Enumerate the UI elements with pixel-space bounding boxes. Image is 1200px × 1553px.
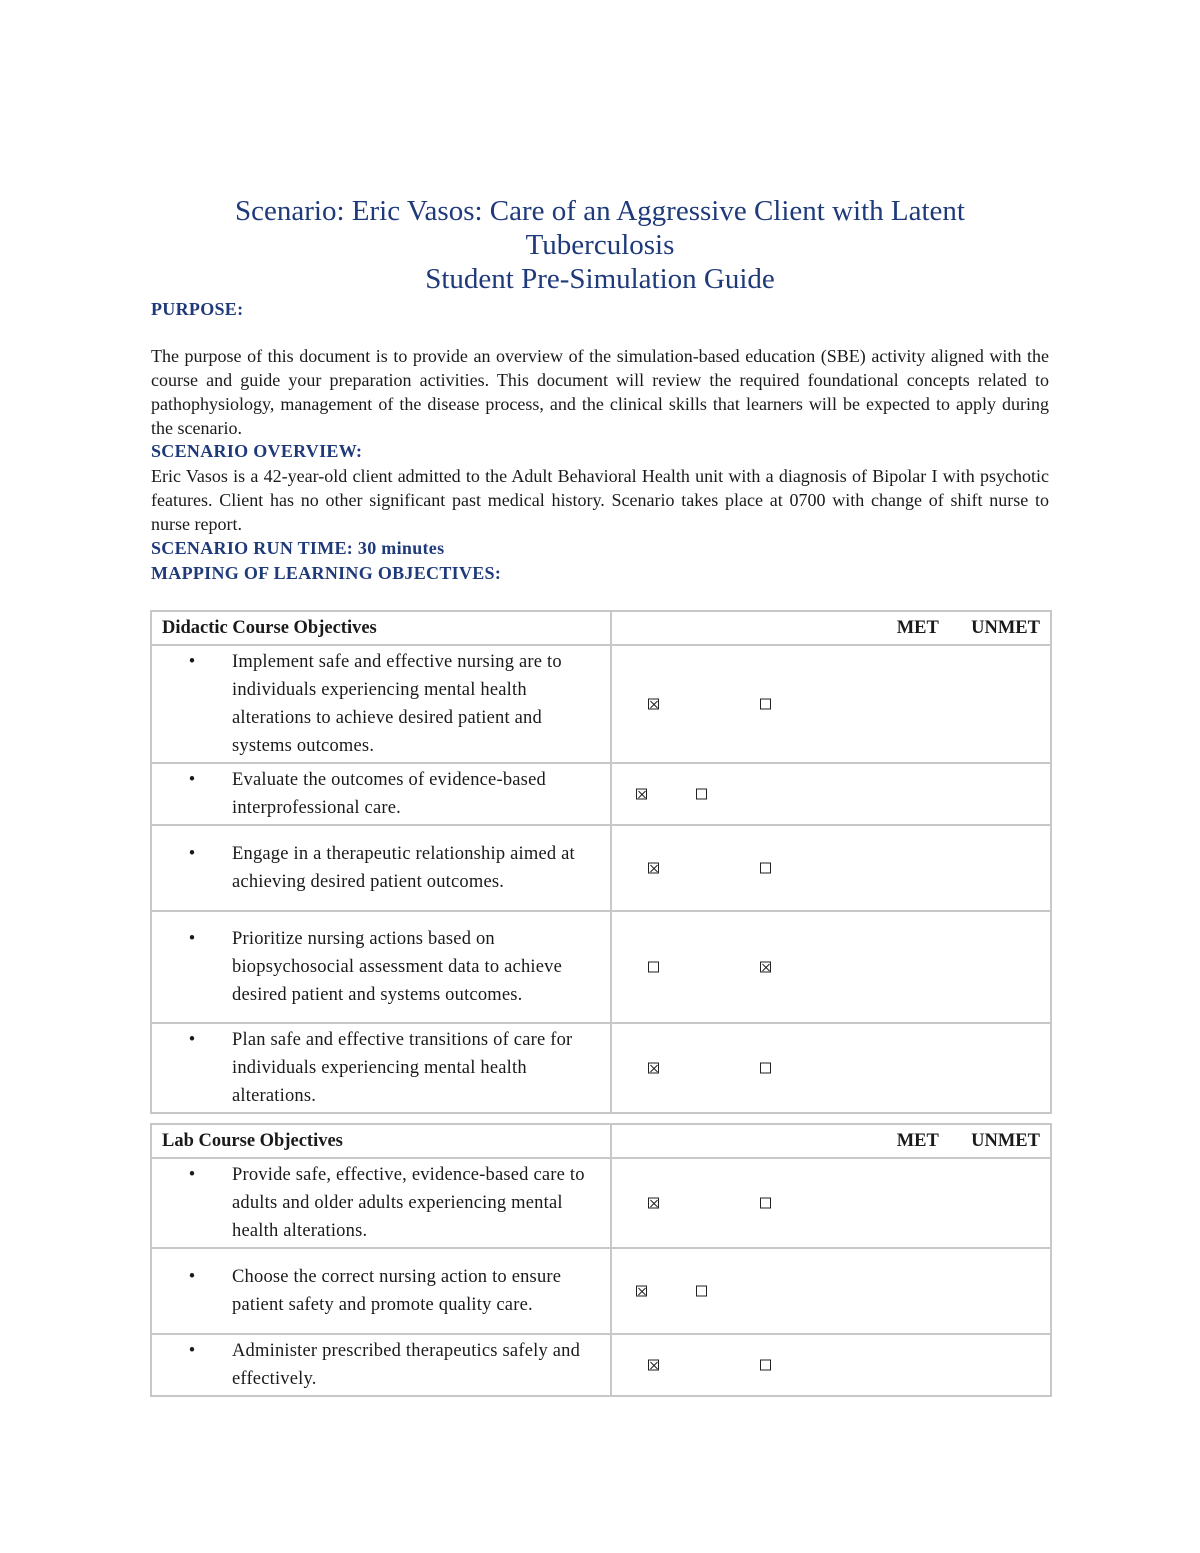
objective-text: Engage in a therapeutic relationship aimed at achieving desired patient outcomes.	[232, 844, 575, 892]
title-line-1: Scenario: Eric Vasos: Care of an Aggressive Client with Latent	[235, 195, 965, 227]
bullet: •	[188, 929, 196, 949]
objective-text: Evaluate the outcomes of evidence-based interprofessional care.	[232, 770, 546, 818]
table-row	[151, 1158, 1051, 1248]
objective-text: Choose the correct nursing action to ensure patient safety and promote quality care.	[232, 1267, 562, 1315]
objective-text: Administer prescribed therapeutics safely and effectively.	[232, 1341, 581, 1389]
met-label: MET	[896, 1130, 939, 1151]
unmet-label: UNMET	[971, 617, 1040, 638]
lab-objectives-table	[150, 1123, 1052, 1397]
met-unmet-header	[611, 1124, 1051, 1158]
purpose-heading: PURPOSE:	[151, 299, 244, 319]
bullet: •	[188, 1030, 196, 1050]
objective-text: Plan safe and effective transitions of care for individuals experiencing mental health alterations.	[232, 1030, 573, 1106]
met-checkbox[interactable]	[636, 1286, 647, 1297]
objective-text: Provide safe, effective, evidence-based care to adults and older adults experiencing mental health alterations.	[232, 1165, 585, 1241]
table-header-row	[151, 1124, 1051, 1158]
objective-text: Prioritize nursing actions based on biopsychosocial assessment data to achieve desired patient and systems outcomes.	[232, 929, 562, 1005]
unmet-checkbox[interactable]	[696, 789, 707, 800]
unmet-checkbox[interactable]	[760, 1198, 771, 1209]
table-row	[151, 1248, 1051, 1334]
unmet-checkbox[interactable]	[760, 962, 771, 973]
bullet: •	[188, 1165, 196, 1185]
objective-text: Implement safe and effective nursing are to individuals experiencing mental health alterations to achieve desired patient and systems outcomes.	[232, 652, 562, 756]
unmet-checkbox[interactable]	[696, 1286, 707, 1297]
met-checkbox[interactable]	[648, 1063, 659, 1074]
unmet-checkbox[interactable]	[760, 863, 771, 874]
lab-header: Lab Course Objectives	[151, 1124, 611, 1158]
mapping-heading: MAPPING OF LEARNING OBJECTIVES:	[151, 563, 502, 583]
met-checkbox[interactable]	[636, 789, 647, 800]
table-row	[151, 1023, 1051, 1113]
met-label: MET	[896, 617, 939, 638]
table-row	[151, 763, 1051, 825]
met-unmet-header	[611, 611, 1051, 645]
met-checkbox[interactable]	[648, 962, 659, 973]
unmet-label: UNMET	[971, 1130, 1040, 1151]
table-row	[151, 645, 1051, 763]
table-row	[151, 825, 1051, 911]
bullet: •	[188, 1341, 196, 1361]
title-line-3: Student Pre-Simulation Guide	[425, 263, 775, 295]
bullet: •	[188, 770, 196, 790]
bullet: •	[188, 652, 196, 672]
met-checkbox[interactable]	[648, 1360, 659, 1371]
didactic-objectives-table	[150, 610, 1052, 1114]
unmet-checkbox[interactable]	[760, 699, 771, 710]
run-time-heading: SCENARIO RUN TIME: 30 minutes	[151, 538, 445, 558]
unmet-checkbox[interactable]	[760, 1063, 771, 1074]
overview-heading: SCENARIO OVERVIEW:	[151, 441, 363, 461]
overview-text: Eric Vasos is a 42-year-old client admitted to the Adult Behavioral Health unit with a diagnosis of Bipolar I with psychotic features. Client has no other significant past medical history. Scenario takes place at 0700 with change of shift nurse to nurse report.	[151, 466, 1049, 534]
bullet: •	[188, 1267, 196, 1287]
unmet-checkbox[interactable]	[760, 1360, 771, 1371]
table-row	[151, 911, 1051, 1023]
title-line-2: Tuberculosis	[525, 229, 675, 261]
met-checkbox[interactable]	[648, 863, 659, 874]
table-header-row	[151, 611, 1051, 645]
met-checkbox[interactable]	[648, 699, 659, 710]
purpose-text: The purpose of this document is to provide an overview of the simulation-based education (SBE) activity aligned with the course and guide your preparation activities. This document will review the required foundational concepts related to pathophysiology, management of the disease process, and the clinical skills that learners will be expected to apply during the scenario.	[151, 346, 1049, 438]
table-row	[151, 1334, 1051, 1396]
document-title	[150, 194, 1050, 296]
didactic-header: Didactic Course Objectives	[151, 611, 611, 645]
met-checkbox[interactable]	[648, 1198, 659, 1209]
bullet: •	[188, 844, 196, 864]
